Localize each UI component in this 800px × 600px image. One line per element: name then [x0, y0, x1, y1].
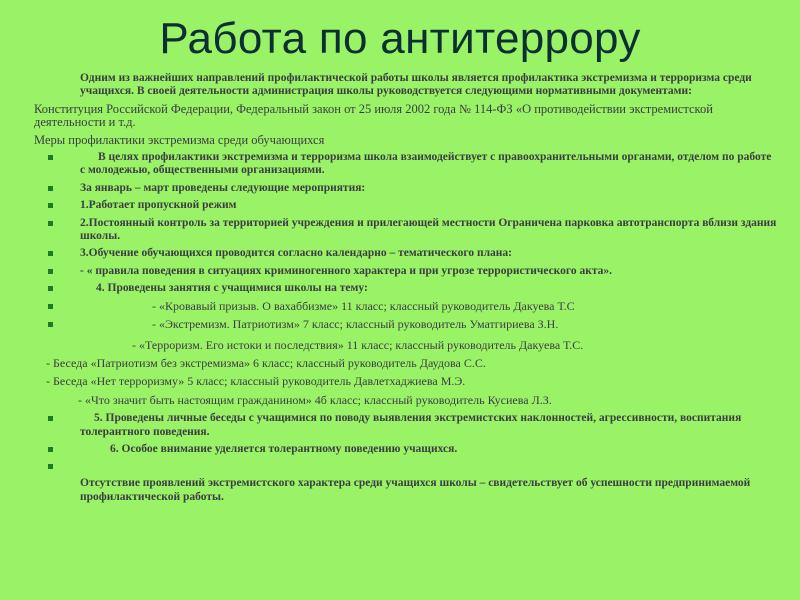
documents-paragraph: Конституция Российской Федерации, Федеральный закон от 25 июля 2002 года № 114-ФЗ «О противодействии экстремистской деятельности и т.д. — [34, 101, 713, 130]
bullet-icon — [48, 464, 53, 469]
list-item: - Беседа «Патриотизм без экстремизма» 6 класс; классный руководитель Даудова С.С. — [46, 355, 486, 370]
bullet-icon — [48, 286, 53, 291]
list-item: - Беседа «Нет терроризму» 5 класс; классный руководитель Давлетхаджиева М.Э. — [46, 374, 466, 389]
measures-heading: Меры профилактики экстремизма среди обучающихся — [34, 132, 325, 147]
bullet-icon — [48, 322, 53, 327]
bullet-icon — [48, 186, 53, 191]
list-item: 4. Проведены занятия с учащимися школы на тему: — [46, 282, 778, 295]
intro-paragraph: Одним из важнейших направлений профилактической работы школы является профилактика экстремизма и терроризма среди учащихся. В своей деятельности администрация школы руководствуется следующими нормативными документами: — [80, 72, 752, 98]
bullet-icon — [48, 221, 53, 226]
document-body — [34, 72, 778, 508]
bullet-icon — [48, 447, 53, 452]
list-item: - «Экстремизм. Патриотизм» 7 класс; классный руководитель Уматгириева З.Н. — [46, 318, 778, 332]
page-title: Работа по антитеррору — [159, 14, 641, 63]
list-item: 3.Обучение обучающихся проводится согласно календарно – тематического плана: — [46, 247, 778, 260]
list-item: - « правила поведения в ситуациях криминогенного характера и при угрозе террористического акта». — [46, 265, 778, 278]
list-item: В целях профилактики экстремизма и терроризма школа взаимодействует с правоохранительными органами, отделом по работе с молодежью, общественными организациями. — [46, 151, 778, 178]
list-item: Отсутствие проявлений экстремистского характера среди учащихся школы – свидетельствует об успешности предпринимаемой профилактической работы. — [80, 477, 751, 503]
list-item: - «Кровавый призыв. О вахаббизме» 11 класс; классный руководитель Дакуева Т.С — [46, 300, 778, 314]
bullet-icon — [48, 251, 53, 256]
bullet-icon — [48, 269, 53, 274]
bullet-icon — [48, 416, 53, 421]
list-item: 5. Проведены личные беседы с учащимися по поводу выявления экстремистских наклонностей, агрессивности, воспитания толерантного поведения. — [46, 412, 778, 439]
list-item: 2.Постоянный контроль за территорией учреждения и прилегающей местности Ограничена парковка автотранспорта вблизи здания школы. — [46, 217, 778, 244]
bullet-icon — [48, 304, 53, 309]
bullet-icon — [48, 203, 53, 208]
list-item — [46, 460, 778, 473]
bullet-icon — [48, 155, 53, 160]
list-item: За январь – март проведены следующие мероприятия: — [46, 182, 778, 195]
list-item: - «Терроризм. Его истоки и последствия» 11 класс; классный руководитель Дакуева Т.С. — [132, 337, 584, 352]
list-item: - «Что значит быть настоящим гражданином» 4б класс; классный руководитель Кусиева Л.З. — [78, 392, 552, 407]
list-item: 6. Особое внимание уделяется толерантному поведению учащихся. — [46, 443, 778, 456]
list-item: 1.Работает пропускной режим — [46, 199, 778, 212]
